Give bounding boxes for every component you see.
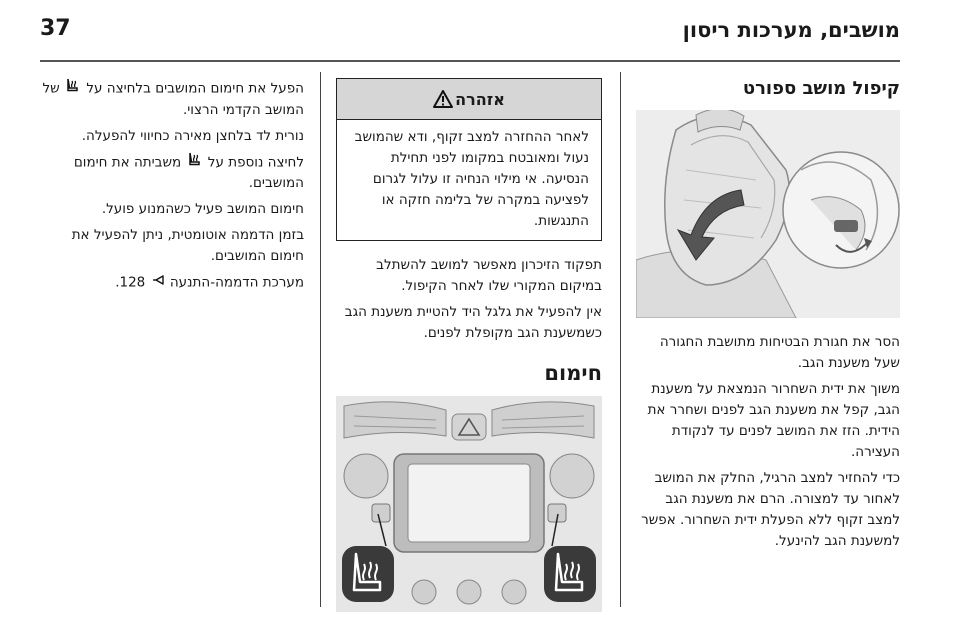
page-title: מושבים, מערכות ריסון (682, 18, 900, 42)
paragraph: כדי להחזיר למצב הרגיל, החלק את המושב לאחור עד למצורה. הרם את משענת הגב למצב זקוף ללא הפעלת ידית השחרור. אפשר למשענת הגב להינעל. (641, 470, 900, 549)
header-rule (40, 60, 900, 62)
text-run: של המושב הקדמי הרצוי. (42, 80, 304, 118)
seat-heating-icon (188, 152, 202, 173)
left-column (40, 78, 304, 299)
paragraph: בזמן הדממה אוטומטית, ניתן להפעיל את חימום המושבים. (71, 227, 304, 264)
seat-fold-illustration (636, 110, 900, 318)
paragraph (40, 78, 304, 121)
paragraph: מערכת הדממה-התנעה 128. (40, 272, 304, 294)
right-column (636, 78, 900, 557)
warning-triangle-icon (433, 90, 453, 108)
seat-heating-icon (342, 546, 394, 602)
middle-column (336, 78, 602, 612)
paragraph (40, 152, 304, 195)
warning-body (337, 120, 601, 240)
section-title-fold-seat: קיפול מושב ספורט (742, 78, 900, 99)
seat-heating-icon (66, 78, 80, 99)
console-figure (336, 396, 602, 612)
warning-box (336, 78, 602, 241)
warning-label: אזהרה (455, 89, 505, 109)
page-number: 37 (40, 16, 71, 41)
column-divider (320, 72, 321, 607)
paragraph: תפקוד הזיכרון מאפשר למושב להשתלב במיקום המקורי שלו לאחר הקיפול. (376, 257, 602, 294)
column-divider (620, 72, 621, 607)
seat-heating-icon (544, 546, 596, 602)
reference-arrow-icon (152, 272, 164, 293)
paragraph: חימום המושב פעיל כשהמנוע פועל. (101, 201, 304, 217)
paragraph: הסר את חגורת הבטיחות מתושבת החגורה שעל משענת הגב. (659, 334, 900, 371)
page-reference[interactable]: 128 (119, 274, 146, 291)
text-run: משביתה את חימום המושבים. (73, 154, 304, 191)
paragraph: אין להפעיל את גלגל היד להטיית משענת הגב כשמשענת הגב מקופלת לפנים. (344, 304, 602, 341)
paragraph: משוך את ידית השחרור הנמצאת על משענת הגב, קפל את משענת הגב לפנים ושחרר את הידית. הזז את המושב לפנים עד לנקודת העצירה. (647, 381, 900, 460)
warning-header (337, 79, 601, 120)
page-header (40, 16, 900, 56)
warning-text: לאחר ההחזרה למצב זקוף, ודא שהמושב נעול ומאובטח במקומו לפני תחילת הנסיעה. אי מילוי הנחיה זו עלול לגרום לפציעה במקרה של בלימה חזקה או התנגשות. (354, 129, 589, 229)
paragraph: נורית לד בלחצן מאירה כחיווי להפעלה. (81, 127, 304, 144)
text-run: לחיצה נוספת על (207, 154, 304, 170)
text-run: מערכת הדממה-התנעה (169, 274, 304, 291)
center-console-illustration (336, 396, 602, 612)
section-title-heating: חימום (544, 361, 602, 385)
seat-fold-figure (636, 110, 900, 318)
text-run: הפעל את חימום המושבים בלחיצה על (86, 80, 304, 97)
